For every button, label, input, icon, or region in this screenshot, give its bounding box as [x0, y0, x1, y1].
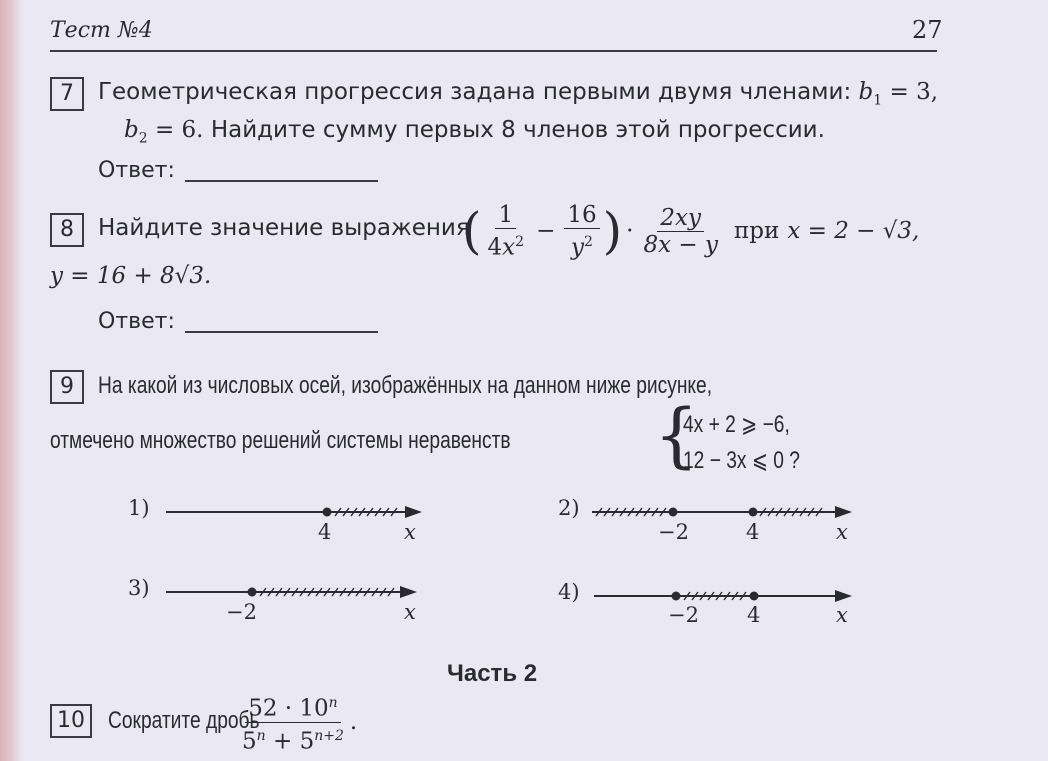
q7-line1	[98, 79, 938, 109]
option-4-axis-var: x	[836, 603, 848, 627]
q8-text: Найдите значение выражения	[98, 215, 470, 241]
right-paren: )	[602, 202, 623, 261]
question-number-9: 9	[50, 370, 84, 404]
option-3-point-neg2: −2	[226, 600, 257, 624]
q7-answer-field[interactable]	[185, 180, 378, 182]
part-2-title: Часть 2	[447, 660, 538, 687]
option-3-axis[interactable]	[160, 580, 430, 610]
q7-task: Найдите сумму первых 8 членов этой прогрессии.	[210, 117, 825, 143]
q7-b1: $b_1 = 3$,	[858, 79, 939, 109]
q8-answer-field[interactable]	[185, 331, 378, 333]
fraction-3: $\frac{2xy}{8x - y}$	[643, 204, 718, 258]
q7-line2	[124, 117, 825, 147]
option-2-axis[interactable]	[590, 500, 860, 530]
fraction-2: $\frac{16}{y^2}$	[564, 202, 599, 261]
q8-x-value: x = 2 − √3,	[787, 218, 920, 245]
fraction-1: $\frac{1}{4x^2}$	[487, 202, 525, 261]
system-ineq-2: 12 − 3x ⩽ 0 ?	[683, 447, 800, 474]
option-1-axis-var: x	[404, 520, 416, 544]
q7-text: Геометрическая прогрессия задана первыми двумя членами:	[98, 79, 852, 105]
option-2-point-4: 4	[746, 520, 760, 544]
header-rule	[50, 50, 937, 52]
q10-fraction: $\frac{52 \cdot 10^n}{5^n + 5^{n+2}}$ .	[236, 690, 357, 754]
option-2-label[interactable]: 2)	[558, 496, 580, 520]
q8-expression: ( $\frac{1}{4x^2}$ − $\frac{16}{y^2}$ ) · $\frac{2xy}{8x - y}$ при x = 2 − √3,	[462, 202, 920, 261]
question-number-10: 10	[50, 704, 92, 738]
option-2-axis-var: x	[836, 520, 848, 544]
option-2-point-neg2: −2	[658, 520, 689, 544]
option-4-point-neg2: −2	[668, 603, 699, 627]
page-edge	[0, 0, 22, 761]
q8-y-value: y = 16 + 8√3.	[50, 263, 212, 289]
option-1-axis[interactable]	[160, 500, 430, 530]
option-4-label[interactable]: 4)	[558, 580, 580, 604]
system-ineq-1: 4x + 2 ⩾ −6,	[683, 411, 790, 438]
question-number-7: 7	[50, 77, 84, 111]
q7-answer-label: Ответ:	[98, 158, 175, 183]
option-3-axis-var: x	[404, 600, 416, 624]
q7-b2: $b_2 = 6$.	[124, 117, 204, 147]
system-brace: {	[654, 394, 699, 476]
option-4-point-4: 4	[747, 603, 761, 627]
left-paren: (	[462, 202, 482, 261]
q8-answer-label: Ответ:	[98, 309, 175, 334]
q9-line2: отмечено множество решений системы неравенств	[50, 427, 511, 454]
question-number-8: 8	[50, 213, 84, 247]
q9-line1: На какой из числовых осей, изображённых на данном ниже рисунке,	[98, 372, 713, 399]
test-title: Тест №4	[50, 18, 153, 43]
option-4-axis[interactable]	[590, 584, 860, 614]
option-3-label[interactable]: 3)	[128, 576, 150, 600]
q10-text: Сократите дробь	[108, 707, 260, 734]
page-number: 27	[912, 16, 943, 44]
option-1-point-4: 4	[318, 520, 332, 544]
option-1-label[interactable]: 1)	[128, 496, 150, 520]
